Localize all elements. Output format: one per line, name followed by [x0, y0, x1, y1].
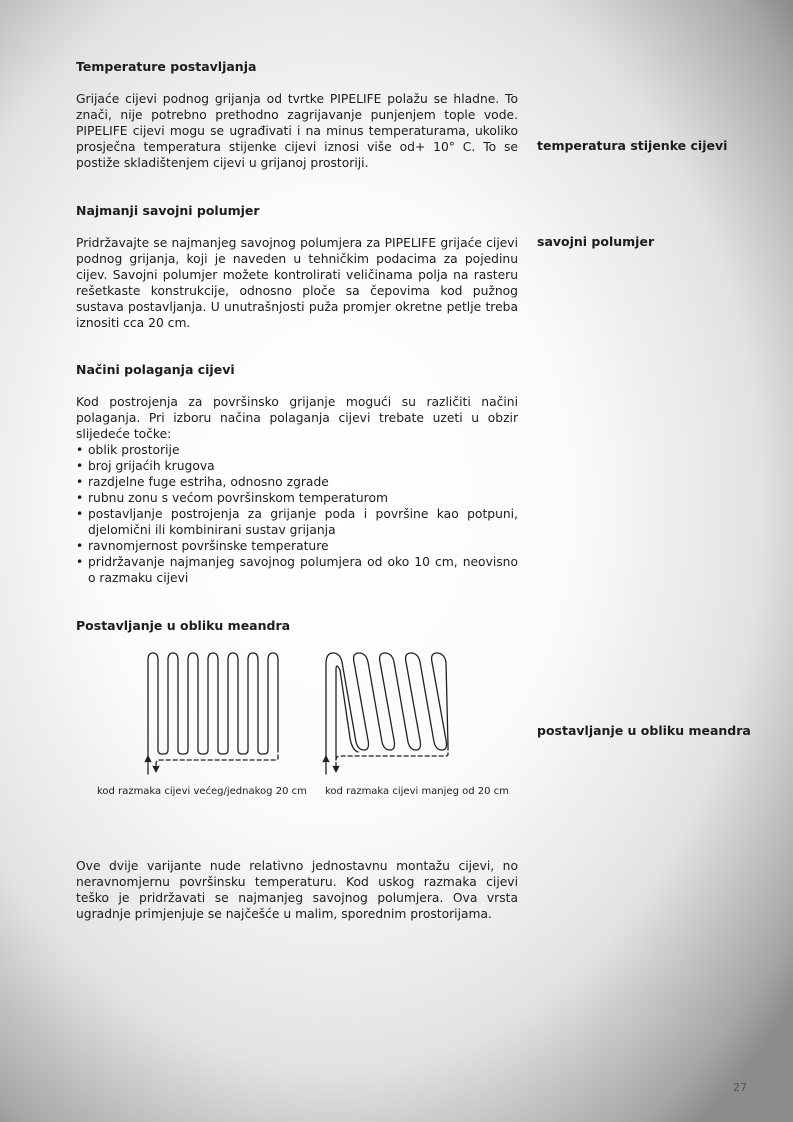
meander-wide-spacing-diagram: [145, 653, 278, 774]
list-item: • broj grijaćih krugova: [76, 458, 518, 474]
meander-narrow-spacing-diagram: [323, 653, 448, 774]
margin-note-meander: postavljanje u obliku meandra: [537, 723, 751, 738]
list-item: • ravnomjernost površinske temperature: [76, 538, 518, 554]
paragraph-meander-summary: Ove dvije varijante nude relativno jednostavnu montažu cijevi, no neravnomjernu površinsku temperaturu. Kod uskog razmaka cijevi teško je pridržavati se najmanjeg savojnog polumjera. Ova vrsta ugradnje primjenjuje se najčešće u malim, sporednim prostorijama.: [76, 859, 518, 921]
heading-installation-temperature: Temperature postavljanja: [76, 59, 257, 74]
paragraph-laying-methods: Kod postrojenja za površinsko grijanje mogući su različiti načini polaganja. Pri izboru načina polaganja cijevi trebate uzeti u obzir slijedeće točke:: [76, 395, 518, 441]
list-item: • oblik prostorije: [76, 442, 518, 458]
page-number: 27: [733, 1081, 747, 1094]
heading-meander-layout: Postavljanje u obliku meandra: [76, 618, 291, 633]
margin-note-bending-radius: savojni polumjer: [537, 234, 655, 249]
list-item: • pridržavanje najmanjeg savojnog polumjera od oko 10 cm, neovisno o razmaku cijevi: [76, 554, 518, 586]
caption-wide-spacing: kod razmaka cijevi većeg/jednakog 20 cm: [97, 786, 307, 797]
meander-pipe-diagram: [140, 650, 460, 780]
laying-criteria-list: [76, 442, 518, 586]
list-item: • rubnu zonu s većom površinskom temperaturom: [76, 490, 518, 506]
heading-min-bending-radius: Najmanji savojni polumjer: [76, 203, 260, 218]
caption-narrow-spacing: kod razmaka cijevi manjeg od 20 cm: [325, 786, 509, 797]
paragraph-min-bending-radius: Pridržavajte se najmanjeg savojnog polumjera za PIPELIFE grijaće cijevi podnog grijanja, koji je naveden u tehničkim podacima za pojedinu cijev. Savojni polumjer možete kontrolirati veličinama polja na rasteru rešetkaste konstrukcije, odnosno ploče sa čepovima kod pužnog sustava postavljanja. U unutrašnjosti puža promjer okretne petlje treba iznositi cca 20 cm.: [76, 236, 518, 330]
margin-note-wall-temperature: temperatura stijenke cijevi: [537, 138, 728, 153]
list-item: • razdjelne fuge estriha, odnosno zgrade: [76, 474, 518, 490]
list-item: • postavljanje postrojenja za grijanje poda i površine kao potpuni, djelomični ili kombinirani sustav grijanja: [76, 506, 518, 538]
paragraph-installation-temperature: Grijaće cijevi podnog grijanja od tvrtke PIPELIFE polažu se hladne. To znači, nije potrebno prethodno zagrijavanje punjenjem tople vode. PIPELIFE cijevi mogu se ugrađivati i na minus temperaturama, ukoliko prosječna temperatura stijenke cijevi iznosi više od+ 10° C. To se postiže skladištenjem cijevi u grijanoj prostoriji.: [76, 92, 518, 170]
heading-laying-methods: Načini polaganja cijevi: [76, 362, 235, 377]
